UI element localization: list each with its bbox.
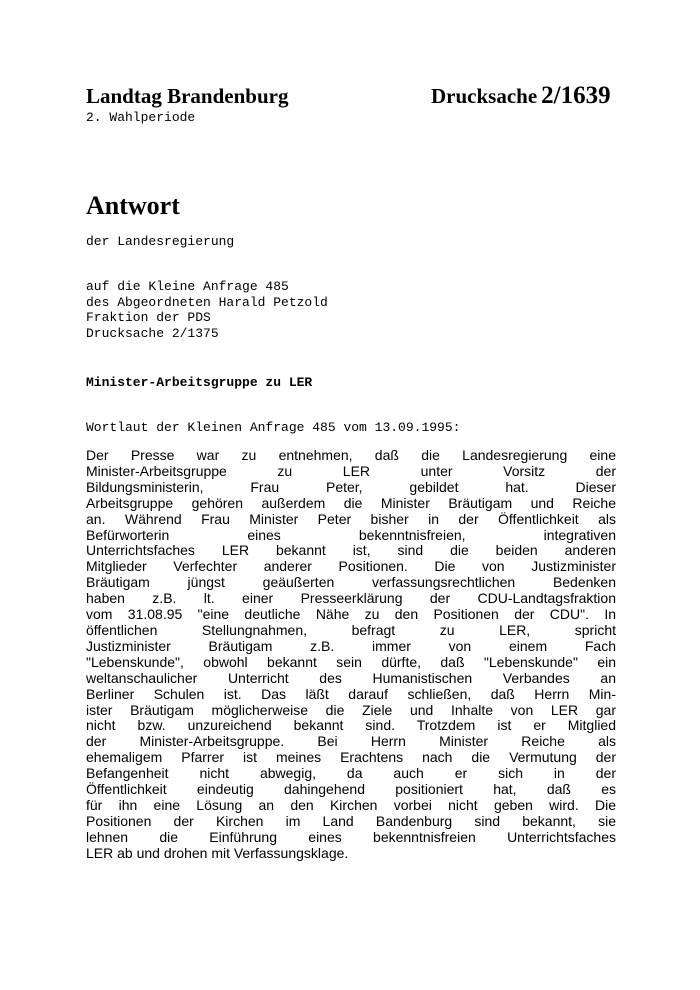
body-line: weltanschaulicher Unterricht des Humanistischen Verbandes an [86,669,616,686]
body-line: Arbeitsgruppe gehören außerdem die Minister Bräutigam und Reiche [86,494,616,511]
body-line: ehemaligem Pfarrer ist meines Erachtens nach die Vermutung der [86,749,616,766]
body-line: lehnen die Einführung eines bekenntnisfreien Unterrichtsfaches [86,828,616,845]
legislative-period: 2. Wahlperiode [86,110,196,125]
topic-heading: Minister-Arbeitsgruppe zu LER [86,375,313,390]
body-line: Positionen der Kirchen im Land Bandenburg sind bekannt, sie [86,812,616,829]
body-line: Öffentlichkeit eindeutig dahingehend positioniert hat, daß es [86,781,616,798]
reference-line: des Abgeordneten Harald Petzold [86,294,328,310]
document-number-heading [431,82,611,113]
body-line: vom 31.08.95 "eine deutliche Nähe zu den Positionen der CDU". In [86,606,616,623]
body-line: ister Bräutigam möglicherweise die Ziele und Inhalte von LER gar [86,701,616,718]
reference-block [86,279,328,341]
body-line: nicht bzw. unzureichend bekannt sind. Trotzdem ist er Mitglied [86,717,616,734]
body-line: Minister-Arbeitsgruppe zu LER unter Vorsitz der [86,462,616,479]
reference-line: Fraktion der PDS [86,310,211,325]
body-line: Bildungsministerin, Frau Peter, gebildet hat. Dieser [86,478,616,495]
body-line: Bräutigam jüngst geäußerten verfassungsrechtlichen Bedenken [86,574,616,591]
intro-line: Wortlaut der Kleinen Anfrage 485 vom 13.09.1995: [86,420,461,435]
body-line: Befürworterin eines bekenntnisfreien, integrativen [86,526,616,543]
body-line: LER ab und drohen mit Verfassungsklage. [86,844,349,861]
document-label: Drucksache [431,84,538,108]
reference-line: auf die Kleine Anfrage 485 [86,279,289,294]
body-line: für ihn eine Lösung an den Kirchen vorbei nicht geben wird. Die [86,796,616,813]
body-line: Der Presse war zu entnehmen, daß die Landesregierung eine [86,447,616,463]
body-line: der Minister-Arbeitsgruppe. Bei Herrn Minister Reiche als [86,733,616,750]
page-title: Antwort [86,191,180,220]
institution-name: Landtag Brandenburg [86,84,289,108]
body-paragraph [86,448,616,862]
body-line: öffentlichen Stellungnahmen, befragt zu LER, spricht [86,621,616,638]
reference-line: Drucksache 2/1375 [86,325,219,341]
body-line: "Lebenskunde", obwohl bekannt sein dürfte, daß "Lebenskunde" ein [86,653,616,670]
page-subtitle: der Landesregierung [86,234,235,249]
body-line: Unterrichtsfaches LER bekannt ist, sind die beiden anderen [86,542,616,559]
document-number: 2/1639 [541,82,611,109]
body-line: Justizminister Bräutigam z.B. immer von einem Fach [86,637,616,654]
body-line: Berliner Schulen ist. Das läßt darauf schließen, daß Herrn Min- [86,685,616,702]
body-line: Befangenheit nicht abwegig, da auch er sich in der [86,765,616,782]
body-line: Mitglieder Verfechter anderer Positionen. Die von Justizminister [86,558,616,575]
body-line: an. Während Frau Minister Peter bisher in der Öffentlichkeit als [86,510,616,527]
body-line: haben z.B. lt. einer Presseerklärung der CDU-Landtagsfraktion [86,590,616,607]
